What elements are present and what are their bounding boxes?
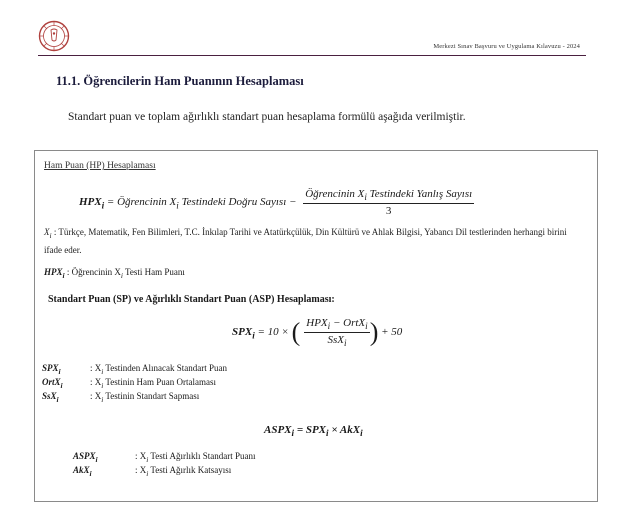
xi-description: $X_i$ : Türkçe, Matematik, Fen Bilimleri, T.C. İnkılap Tarihi ve Atatürkçülük, Din Kültürü ve Ahlak Bilgisi, Yabancı Dil testlerinden herhangi birini ifade eder. bbox=[44, 227, 567, 255]
box-title: Ham Puan (HP) Hesaplaması bbox=[44, 161, 156, 171]
hp-fraction: $\frac{Öğrencinin X_i Testindeki Yanlış Sayısı}{3}$ bbox=[305, 188, 473, 218]
sp-fraction: $\frac{HPX_i - OrtX_i}{SsX_i}$ bbox=[306, 317, 368, 349]
definition-row: $ASPX_i$ : $X_i$ Testi Ağırlıklı Standart Puanı bbox=[73, 451, 256, 464]
sp-heading: Standart Puan (SP) ve Ağırlıklı Standart Puan (ASP) Hesaplaması: bbox=[48, 294, 335, 305]
header-title: Merkezi Sınav Başvuru ve Uygulama Kılavuzu - 2024 bbox=[433, 43, 580, 50]
definition-row: OrtX$_i$ : $X_i$ Testinin Ham Puan Ortalaması bbox=[42, 377, 217, 390]
ministry-seal-icon bbox=[38, 20, 70, 52]
hp-formula: $HPX_i$ = Öğrencinin $X_i$ Testindeki Doğru Sayısı − $\frac{Öğrencinin X_i Testindeki Yanlış Sayısı}{3}$ bbox=[79, 188, 473, 218]
asp-formula: $ASPX_i = SPX_i \times AkX_i$ bbox=[264, 424, 363, 439]
hpx-definition: $HPX_i$ : Öğrencinin $X_i$ Testi Ham Puanı bbox=[44, 267, 185, 280]
definition-row: $SPX_i$ : $X_i$ Testinden Alınacak Standart Puan bbox=[42, 363, 228, 376]
header-divider bbox=[38, 55, 586, 56]
definition-row: SsX$_i$ : $X_i$ Testinin Standart Sapması bbox=[42, 391, 200, 404]
intro-paragraph: Standart puan ve toplam ağırlıklı standart puan hesaplama formülü aşağıda verilmiştir. bbox=[68, 111, 466, 123]
definition-row: AkX$_i$ : $X_i$ Testi Ağırlık Katsayısı bbox=[73, 465, 232, 478]
section-heading: 11.1. Öğrencilerin Ham Puanının Hesaplaması bbox=[56, 74, 304, 88]
sp-formula: $SPX_i = 10$ × ( $\frac{HPX_i - OrtX_i}{SsX_i}$ ) + 50 bbox=[232, 317, 403, 349]
formula-box bbox=[34, 150, 598, 502]
